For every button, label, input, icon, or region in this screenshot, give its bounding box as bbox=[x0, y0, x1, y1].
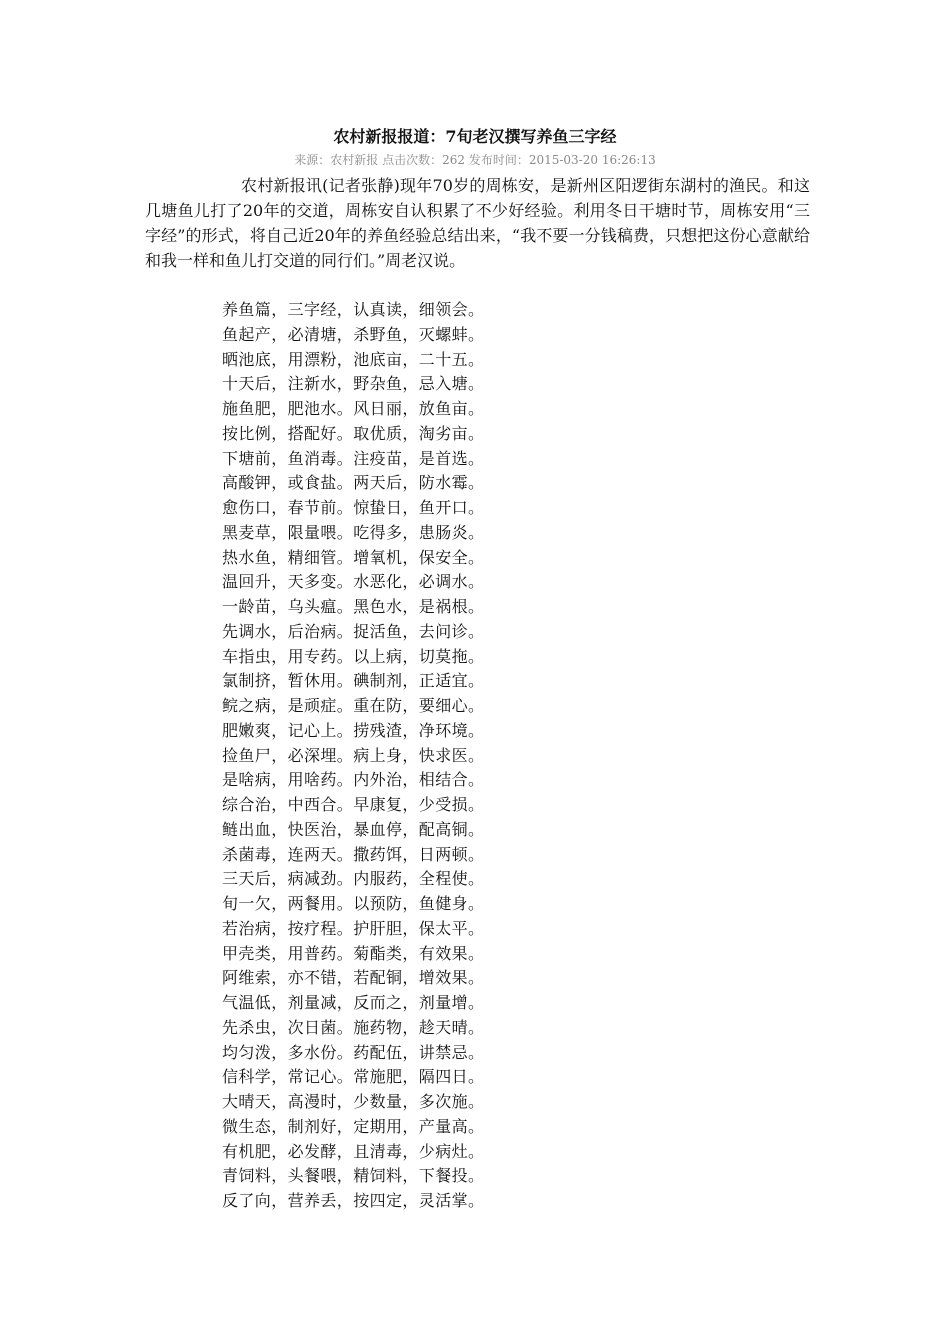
article-intro-paragraph: 农村新报讯(记者张静)现年70岁的周栋安，是新州区阳逻街东湖村的渔民。和这几塘鱼儿打了20年的交道，周栋安自认积累了不少好经验。利用冬日干塘时节，周栋安用“三字经”的形式，将自己近20年的养鱼经验总结出来，“我不要一分钱稿费，只想把这份心意献给和我一样和鱼儿打交道的同行们。”周老汉说。 bbox=[145, 176, 810, 270]
verse-line: 综合治，中西合。早康复，少受损。 bbox=[222, 795, 485, 814]
verse-line: 阿维索，亦不错，若配铜，增效果。 bbox=[222, 968, 485, 988]
verse-line: 气温低，剂量减，反而之，剂量增。 bbox=[222, 993, 485, 1012]
verse-line: 温回升，天多变。水恶化，必调水。 bbox=[222, 572, 485, 592]
verse-line: 鱼起产，必清塘，杀野鱼，灭螺蚌。 bbox=[222, 324, 485, 344]
verse-line: 肥嫩爽，记心上。捞残渣，净环境。 bbox=[222, 720, 485, 740]
verse-line: 按比例，搭配好。取优质，淘劣亩。 bbox=[222, 423, 485, 443]
verse-line: 若治病，按疗程。护肝胆，保太平。 bbox=[222, 918, 485, 938]
verse-line: 鲩之病，是顽症。重在防，要细心。 bbox=[222, 696, 485, 715]
verse-line: 愈伤口，春节前。惊蛰日，鱼开口。 bbox=[222, 498, 485, 517]
verse-line: 反了向，营养丢，按四定，灵活掌。 bbox=[222, 1191, 485, 1210]
verse-line: 黑麦草，限量喂。吃得多，患肠炎。 bbox=[222, 522, 485, 542]
verse-line: 大晴天，高漫时，少数量，多次施。 bbox=[222, 1092, 485, 1111]
verse-line: 氯制挤，暂休用。碘制剂，正适宜。 bbox=[222, 671, 485, 691]
verse-line: 旬一欠，两餐用。以预防，鱼健身。 bbox=[222, 894, 485, 913]
verse-line: 一龄苗，乌头瘟。黑色水，是祸根。 bbox=[222, 597, 485, 616]
verse-line: 有机肥，必发酵，且清毒，少病灶。 bbox=[222, 1141, 485, 1161]
verse-line: 下塘前，鱼消毒。注疫苗，是首选。 bbox=[222, 448, 485, 468]
verse-line: 信科学，常记心。常施肥，隔四日。 bbox=[222, 1067, 485, 1087]
verse-line: 甲壳类，用普药。菊酯类，有效果。 bbox=[222, 943, 485, 963]
verse-line: 高酸钾，或食盐。两天后，防水霉。 bbox=[222, 473, 485, 493]
verse-line: 施鱼肥，肥池水。风日丽，放鱼亩。 bbox=[222, 399, 485, 418]
verse-line: 均匀泼，多水份。药配伍，讲禁忌。 bbox=[222, 1042, 485, 1062]
verse-line: 微生态，制剂好，定期用，产量高。 bbox=[222, 1116, 485, 1136]
verse-line: 先调水，后治病。捉活鱼，去问诊。 bbox=[222, 621, 485, 641]
verse-line: 鲢出血，快医治，暴血停，配高铜。 bbox=[222, 819, 485, 839]
verse-line: 捡鱼尸，必深埋。病上身，快求医。 bbox=[222, 745, 485, 765]
verse-line: 十天后，注新水，野杂鱼，忌入塘。 bbox=[222, 374, 485, 394]
verse-line: 热水鱼，精细管。增氧机，保安全。 bbox=[222, 547, 485, 567]
verse-line: 杀菌毒，连两天。撒药饵，日两顿。 bbox=[222, 844, 485, 864]
verse-line: 车指虫，用专药。以上病，切莫拖。 bbox=[222, 646, 485, 666]
verse-line: 是啥病，用啥药。内外治，相结合。 bbox=[222, 770, 485, 790]
article-meta: 来源：农村新报 点击次数：262 发布时间：2015-03-20 16:26:13 bbox=[294, 153, 656, 167]
article-title: 农村新报报道：7旬老汉撰写养鱼三字经 bbox=[333, 127, 617, 146]
verse-line: 三天后，病减劲。内服药，全程使。 bbox=[222, 869, 485, 889]
verse-line: 青饲料，头餐喂，精饲料，下餐投。 bbox=[222, 1166, 485, 1186]
verse-line: 养鱼篇，三字经，认真读，细领会。 bbox=[222, 300, 485, 319]
verse-line: 先杀虫，次日菌。施药物，趁天晴。 bbox=[222, 1017, 485, 1037]
verse-list bbox=[222, 298, 484, 1214]
verse-line: 晒池底，用漂粉，池底亩，二十五。 bbox=[222, 349, 485, 369]
